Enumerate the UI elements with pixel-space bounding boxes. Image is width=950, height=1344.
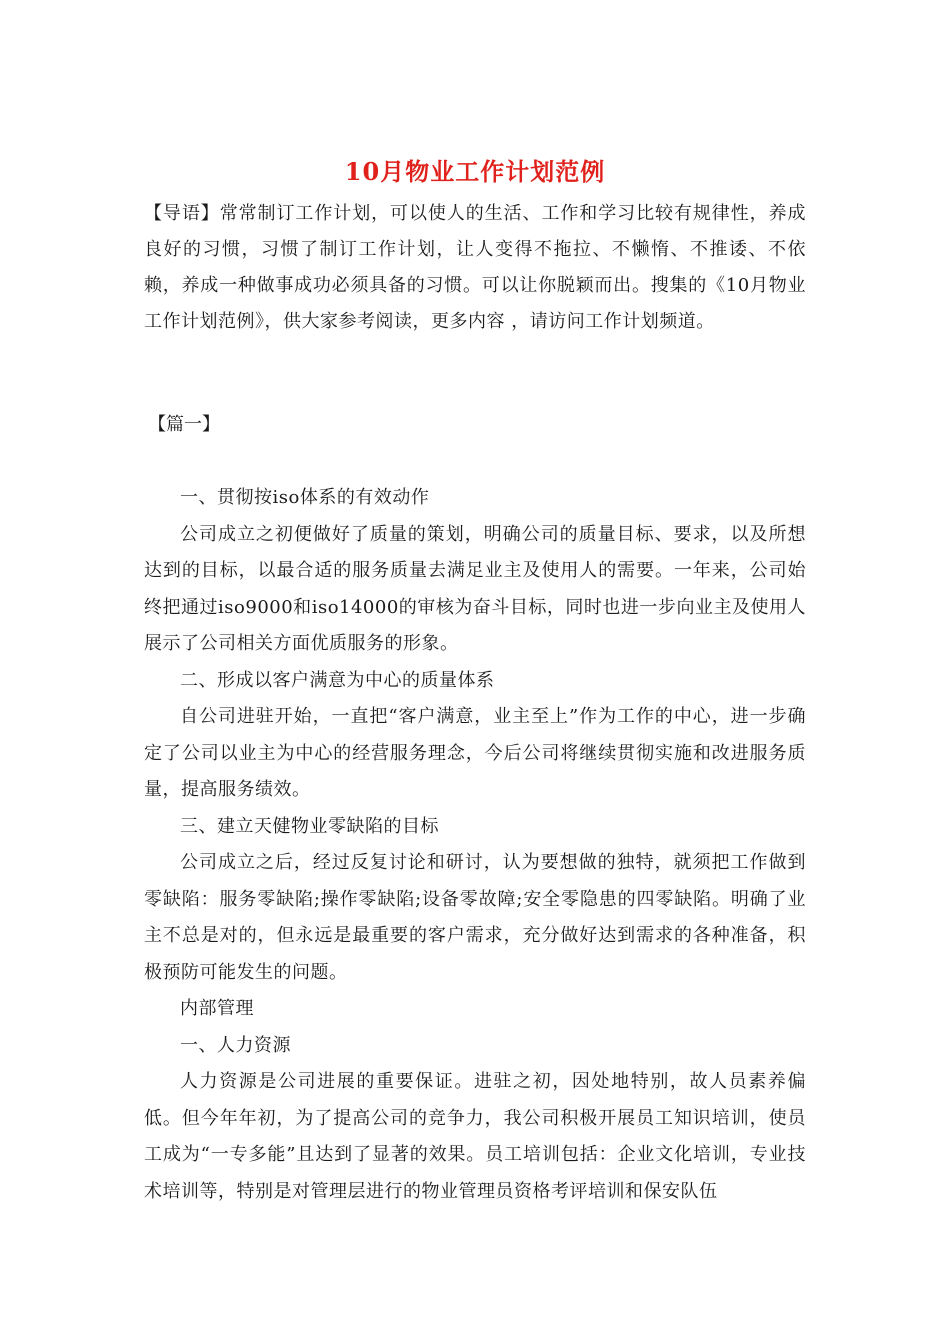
heading-iso-system: 一、贯彻按iso体系的有效动作 [180,487,430,508]
document-body [144,480,806,1210]
section-label: 【篇一】 [148,414,220,435]
heading-zero-defect: 三、建立天健物业零缺陷的目标 [180,815,439,837]
heading-customer-satisfaction: 二、形成以客户满意为中心的质量体系 [180,669,495,691]
document-title: 10月物业工作计划范例 [344,157,606,186]
heading-internal-management: 内部管理 [180,998,254,1019]
paragraph-customer-first: 自公司进驻开始，一直把“客户满意，业主至上”作为工作的中心，进一步确定了公司以业主为中心的经营服务理念，今后公司将继续贯彻实施和改进服务质量，提高服务绩效。 [144,706,806,800]
paragraph-zero-defect: 公司成立之后，经过反复讨论和研讨，认为要想做的独特，就须把工作做到零缺陷：服务零缺陷;操作零缺陷;设备零故障;安全零隐患的四零缺陷。明确了业主不总是对的，但永远是最重要的客户需求，充分做好达到需求的各种准备，积极预防可能发生的问题。 [144,852,806,983]
heading-human-resources: 一、人力资源 [180,1034,291,1056]
paragraph-human-resources: 人力资源是公司进展的重要保证。进驻之初，因处地特别，故人员素养偏低。但今年年初，为了提高公司的竞争力，我公司积极开展员工知识培训，使员工成为“一专多能”且达到了显著的效果。员工培训包括：企业文化培训，专业技术培训等，特别是对管理层进行的物业管理员资格考评培训和保安队伍 [144,1071,806,1202]
paragraph-quality-planning: 公司成立之初便做好了质量的策划，明确公司的质量目标、要求，以及所想达到的目标，以最合适的服务质量去满足业主及使用人的需要。一年来，公司始终把通过iso9000和iso14000的审核为奋斗目标，同时也进一步向业主及使用人展示了公司相关方面优质服务的形象。 [144,523,806,654]
intro-paragraph: 【导语】常常制订工作计划，可以使人的生活、工作和学习比较有规律性，养成良好的习惯，习惯了制订工作计划，让人变得不拖拉、不懒惰、不推诿、不依赖，养成一种做事成功必须具备的习惯。可以让你脱颖而出。搜集的《10月物业工作计划范例》，供大家参考阅读，更多内容 ，请访问工作计划频道。 [144,203,806,332]
